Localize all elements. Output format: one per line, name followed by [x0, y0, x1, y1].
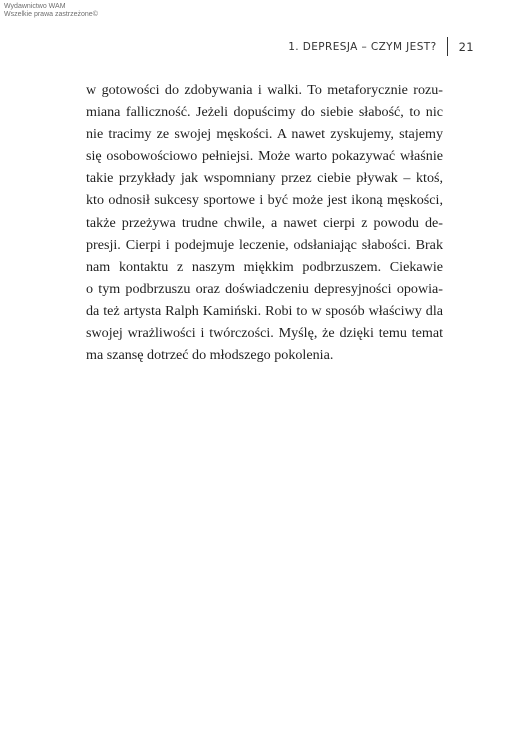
text-line: kto odnosił sukcesy sportowe i być może jest ikoną męskości, — [86, 192, 443, 209]
watermark — [4, 3, 98, 19]
running-head — [288, 37, 474, 56]
text-line: także przeżywa trudne chwile, a nawet cierpi z powodu de- — [86, 214, 443, 231]
text-line: nie tracimy ze swojej męskości. A nawet zyskujemy, stajemy — [86, 126, 443, 143]
text-line: takie przykłady jak wspomniany przez ciebie pływak – ktoś, — [86, 170, 443, 187]
text-line: da też artysta Ralph Kamiński. Robi to w sposób właściwy dla — [86, 302, 443, 319]
header-divider — [447, 37, 448, 56]
text-line: o tym podbrzuszu oraz doświadczeniu depresyjności opowia- — [86, 280, 443, 297]
watermark-publisher: Wydawnictwo WAM — [4, 3, 66, 10]
text-line: miana falliczność. Jeżeli dopuścimy do siebie słabość, to nic — [86, 104, 443, 121]
text-line: się osobowościowo pełniejsi. Może warto pokazywać właśnie — [86, 148, 443, 165]
page-number: 21 — [458, 39, 474, 54]
text-line: w gotowości do zdobywania i walki. To metaforycznie rozu- — [86, 82, 443, 98]
chapter-title: 1. DEPRESJA – CZYM JEST? — [288, 40, 437, 53]
text-line: nam kontaktu z naszym miękkim podbrzuszem. Ciekawie — [86, 258, 443, 275]
watermark-rights: Wszelkie prawa zastrzeżone© — [4, 11, 98, 18]
text-line: ma szansę dotrzeć do młodszego pokolenia. — [86, 347, 334, 364]
text-line: swojej wrażliwości i twórczości. Myślę, że dzięki temu temat — [86, 325, 443, 342]
text-line: presji. Cierpi i podejmuje leczenie, odsłaniając słabości. Brak — [86, 236, 443, 253]
body-paragraph — [86, 79, 443, 366]
